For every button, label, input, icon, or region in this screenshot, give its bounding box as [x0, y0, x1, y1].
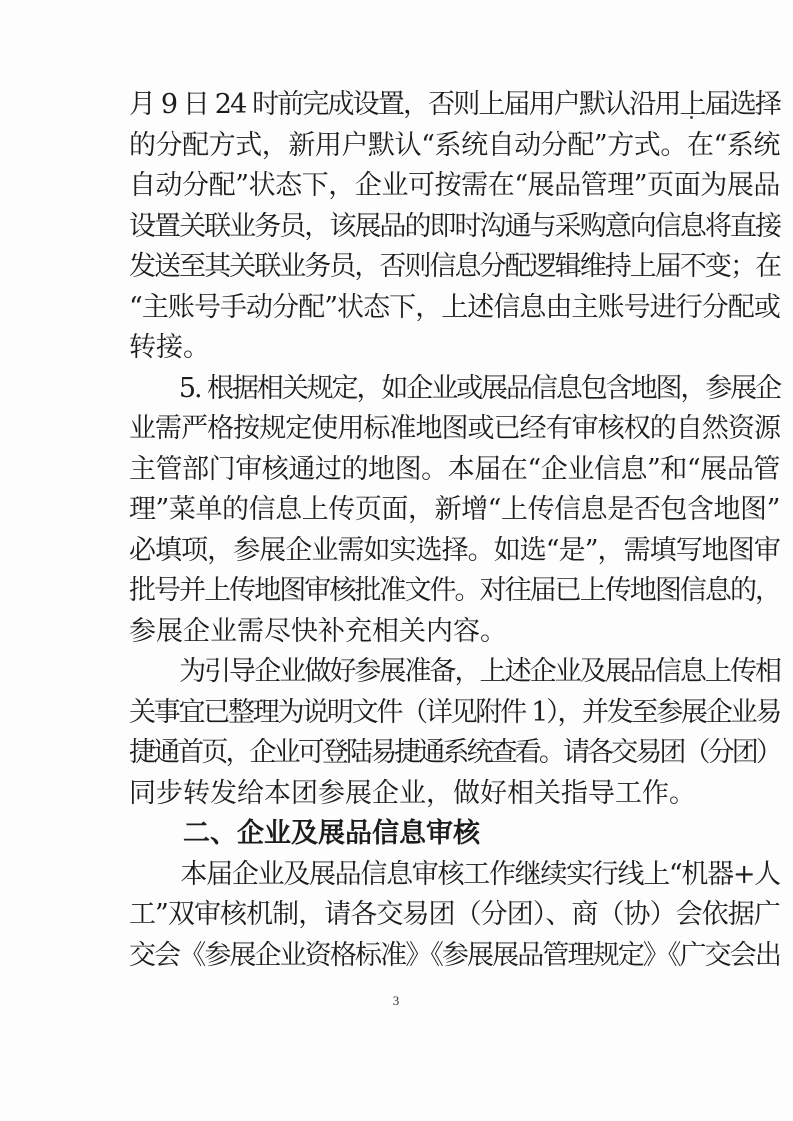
text-line: 设置关联业务员，该展品的即时沟通与采购意向信息将直接 — [129, 210, 781, 242]
text-line: 交会《参展企业资格标准》《参展展品管理规定》《广交会出 — [129, 939, 780, 971]
text-line: 工”双审核机制，请各交易团（分团）、商（协）会依据广 — [129, 899, 780, 930]
text-line: 自动分配”状态下，企业可按需在“展品管理”页面为展品 — [129, 170, 780, 201]
text-line: 必填项，参展企业需如实选择。如选“是”，需填写地图审 — [129, 534, 780, 566]
text-line: 参展企业需尽快补充相关内容。 — [129, 615, 507, 647]
text-line: “主账号手动分配”状态下，上述信息由主账号进行分配或 — [129, 291, 780, 323]
text-line: 关事宜已整理为说明文件（详见附件 1），并发至参展企业易 — [129, 696, 780, 728]
text-line: 批号并上传地图审核批准文件。对往届已上传地图信息的， — [129, 575, 781, 606]
text-line: 同步转发给本团参展企业，做好相关指导工作。 — [129, 777, 696, 809]
text-line: 发送至其关联业务员，否则信息分配逻辑维持上届不变；在 — [129, 251, 781, 282]
text-line: 捷通首页，企业可登陆易捷通系统查看。请各交易团（分团） — [129, 737, 780, 768]
text-line: 业需严格按规定使用标准地图或已经有审核权的自然资源 — [129, 413, 780, 444]
text-line: 理”菜单的信息上传页面，新增“上传信息是否包含地图” — [129, 494, 780, 525]
text-line: 主管部门审核通过的地图。本届在“企业信息”和“展品管 — [129, 453, 780, 485]
section-heading: 二、企业及展品信息审核 — [129, 818, 480, 849]
text-line: 转接。 — [129, 332, 210, 363]
page-number: 3 — [392, 993, 400, 1008]
text-line: 5. 根据相关规定，如企业或展品信息包含地图，参展企 — [129, 372, 781, 404]
text-line: 月 9 日 24 时前完成设置，否则上届用户默认沿用上届选择 — [129, 89, 781, 120]
text-line: 本届企业及展品信息审核工作继续实行线上“机器+人 — [129, 858, 780, 890]
text-line: 为引导企业做好参展准备，上述企业及展品信息上传相 — [129, 656, 781, 687]
text-line: 的分配方式，新用户默认“系统自动分配”方式。在“系统 — [129, 129, 780, 161]
